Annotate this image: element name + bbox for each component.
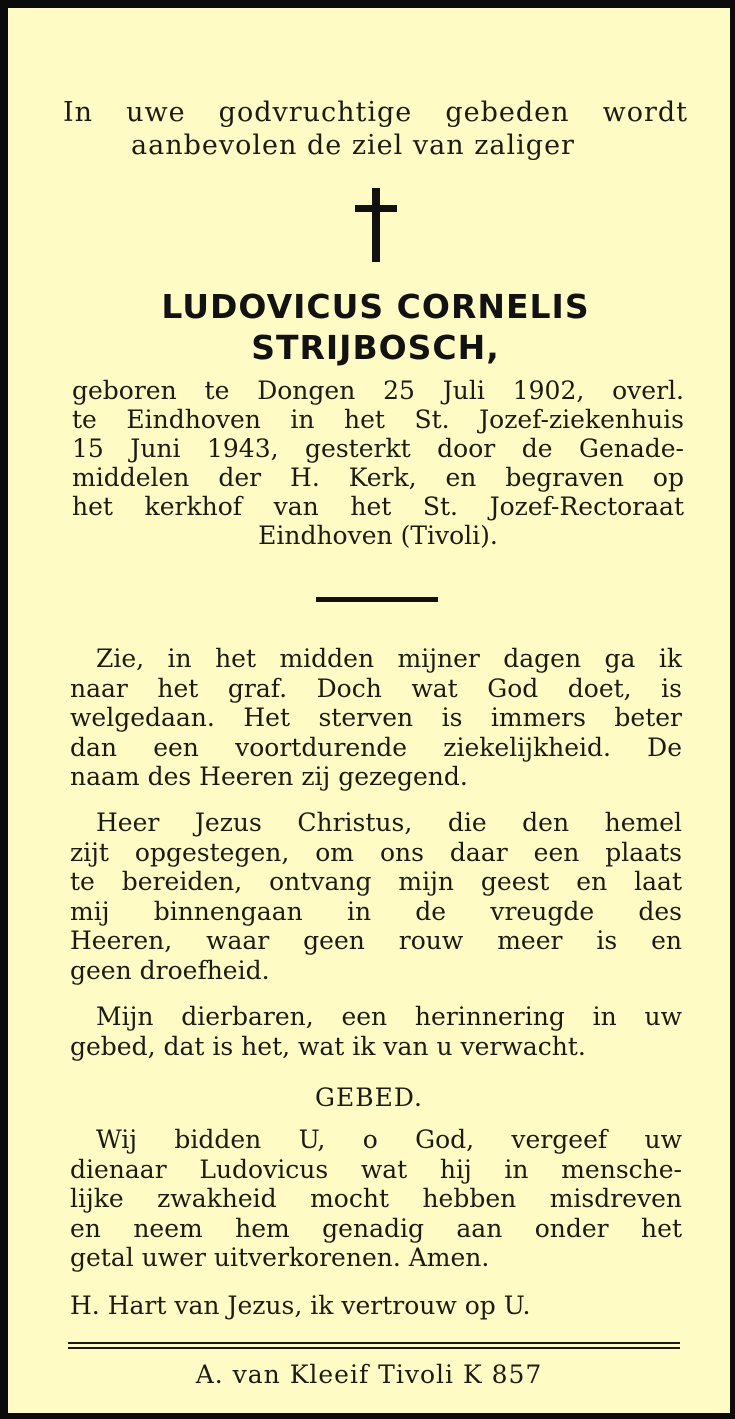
paragraph-line: geen droefheid. (70, 955, 270, 985)
prayer-line: dienaar Ludovicus wat hij in mensche- (70, 1154, 682, 1184)
prayer-text (70, 1125, 682, 1273)
prayer-line: lijke zwakheid mocht hebben misdreven (70, 1184, 682, 1213)
intro-line-2: aanbevolen de ziel van zaliger (131, 130, 575, 161)
bio-line: 15 Juni 1943, gesterkt door de Genade- (72, 434, 684, 463)
paragraph-3 (70, 1002, 682, 1061)
intro-text (63, 96, 688, 162)
bio-line: het kerkhof van het St. Jozef-Rectoraat (72, 492, 684, 521)
bio-line: middelen der H. Kerk, en begraven op (72, 463, 684, 492)
paragraph-line: welgedaan. Het sterven is immers beter (70, 703, 682, 732)
paragraph-line: gebed, dat is het, wat ik van u verwacht. (70, 1031, 586, 1061)
paragraph-line: naar het graf. Doch wat God doet, is (70, 673, 682, 703)
paragraph-line: zijt opgestegen, om ons daar een plaats (70, 837, 682, 867)
paragraph-1 (70, 644, 682, 792)
paragraph-line: mij binnengaan in de vreugde des (70, 896, 682, 926)
printer-imprint: A. van Kleeif Tivoli K 857 (195, 1360, 543, 1389)
deceased-name (68, 286, 683, 368)
name-line-1: LUDOVICUS CORNELIS (161, 287, 590, 326)
paragraph-2 (70, 808, 682, 985)
footer-rule-bottom (68, 1347, 680, 1349)
paragraph-line: Mijn dierbaren, een herinnering in uw (96, 1002, 682, 1031)
paragraph-line: naam des Heeren zij gezegend. (70, 762, 468, 791)
biography (72, 376, 684, 550)
bio-line: te Eindhoven in het St. Jozef-ziekenhuis (72, 405, 684, 434)
memorial-card (8, 8, 730, 1413)
footer-rule-top (68, 1342, 680, 1344)
bio-line: Eindhoven (Tivoli). (258, 521, 498, 550)
paragraph-line: Heeren, waar geen rouw meer is en (70, 926, 682, 955)
intro-line-1: In uwe godvruchtige gebeden wordt (63, 97, 688, 128)
bio-line: geboren te Dongen 25 Juli 1902, overl. (72, 376, 684, 405)
prayer-line: Wij bidden U, o God, vergeef uw (96, 1125, 682, 1154)
paragraph-line: te bereiden, ontvang mijn geest en laat (70, 867, 682, 896)
prayer-line: en neem hem genadig aan onder het (70, 1213, 682, 1243)
invocation: H. Hart van Jezus, ik vertrouw op U. (70, 1291, 531, 1320)
prayer-line: getal uwer uitverkorenen. Amen. (70, 1243, 490, 1272)
cross-icon (355, 188, 397, 262)
paragraph-line: Heer Jezus Christus, die den hemel (96, 808, 682, 837)
paragraph-line: Zie, in het midden mijner dagen ga ik (96, 644, 682, 673)
prayer-heading: GEBED. (315, 1083, 423, 1112)
paragraph-line: dan een voortdurende ziekelijkheid. De (70, 732, 682, 762)
short-divider (316, 597, 438, 602)
name-line-2: STRIJBOSCH, (251, 328, 500, 367)
